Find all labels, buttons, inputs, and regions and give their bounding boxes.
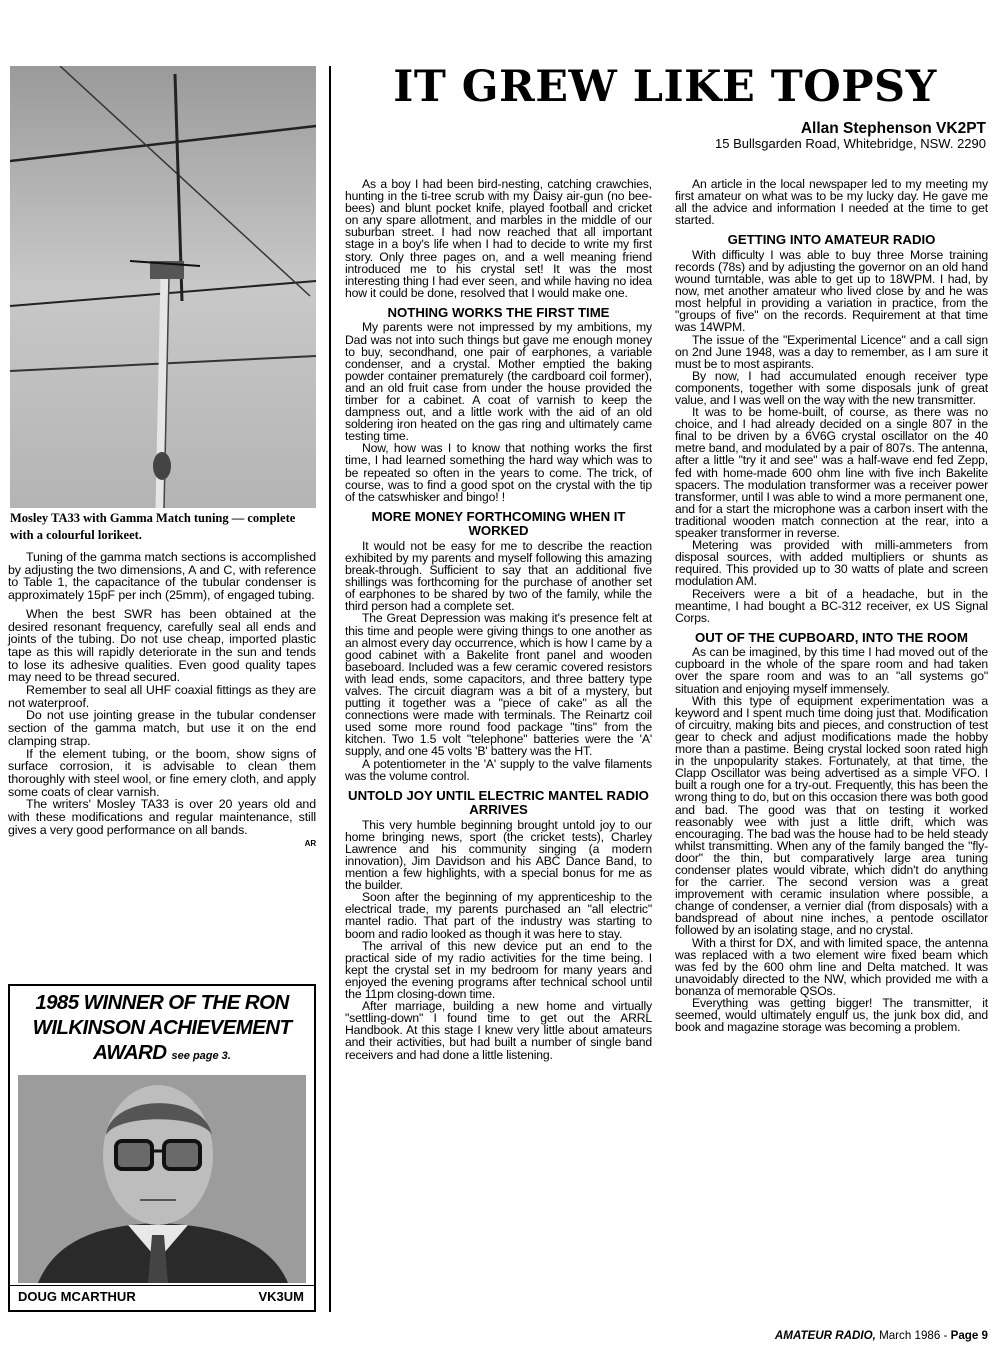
section-heading: NOTHING WORKS THE FIRST TIME: [387, 304, 610, 320]
award-title: [10, 990, 314, 1069]
paragraph: As can be imagined, by this time I had moved out of the cupboard in the whole of the spare room and had taken over the spare room and was to an "all systems go" situation and enjoying myself immensely.: [675, 645, 988, 696]
paragraph: It would not be easy for me to describe the reaction exhibited by my parents and myself following this amazing break-through. Sufficient to say that an additional five shillings was forthcoming for the purchase of another set of earphones to be shared by two of the family, while the third person had a complete set.: [345, 538, 652, 614]
award-portrait: [18, 1075, 306, 1283]
photo-caption: Mosley TA33 with Gamma Match tuning — complete with a colourful lorikeet.: [10, 511, 296, 542]
award-winner-callsign: VK3UM: [258, 1289, 304, 1304]
middle-column: [345, 178, 652, 1061]
paragraph: It was to be home-built, of course, as there was no choice, and I had already decided on a single 807 in the final to be driven by a 6V6G crystal oscillator on the 40 metre band, and modulated by a pair of 807s. The antenna, after a little "try it and see" was a half-wave end fed Zepp, fed with home-made 600 ohm line with five inch Bakelite spacers. The modulation transformer was a receiver power transformer, until I was able to wind a more permanent one, and for a start the microphone was a carbon insert with the traditional wooden match connection at the rear, into a speaker transformer in reverse.: [675, 405, 988, 541]
award-title-text: 1985 WINNER OF THE RON WILKINSON ACHIEVEMENT AWARD: [32, 991, 292, 1064]
page-footer: [775, 1329, 988, 1342]
article-headline: IT GREW LIKE TOPSY: [393, 62, 937, 112]
left-column-body: [8, 551, 316, 851]
paragraph: Soon after the beginning of my apprenticeship to the electrical trade, my parents purchased an "all electric" mantel radio. That part of the industry was starting to boom and radio looked as though it was here to stay.: [345, 890, 652, 941]
paragraph: A potentiometer in the 'A' supply to the valve filaments was the volume control.: [345, 756, 652, 783]
paragraph: My parents were not impressed by my ambitions, my Dad was not into such things but gave me enough money to buy, secondhand, one pair of earphones, a variable condenser, and a crystal. Mother emptied the baking powder container prematurely (the cardboard coil former), and an old fruit case from under the house provided the timber for a cabinet. A coat of varnish to keep the dampness out, and a little work with the aid of an old soldering iron heated on the gas ring and ultimately came testing time.: [345, 320, 652, 444]
paragraph: The Great Depression was making it's presence felt at this time and people were giving things to one another as an almost every day occurrence, which is how I came by a good cabinet with a Bakelite front panel and wooden baseboard. Included was a few ceramic covered resistors with lead ends, some capacitors, and three battery type valves. The circuit diagram was a bit of a mystery, but putting it together was a "piece of cake" as all the connections were made with terminals. The Reinartz coil used some more round food package "tins" from the kitchen. Two 1.5 volt "telephone" batteries were the 'A' supply, and one 45 volts 'B' battery was the HT.: [345, 611, 652, 759]
paragraph: Everything was getting bigger! The transmitter, it seemed, would ultimately engulf us, the junk box did, and book and magazine storage was becoming a problem.: [675, 996, 988, 1035]
paragraph: This very humble beginning brought untold joy to our home bringing news, sport (the cricket tests), Charley Lawrence and his community singing (a modern innovation), Jim Davidson and his ABC Dance Band, to mention a few highlights, with a special bonus for me as the builder.: [345, 817, 652, 893]
section-heading: MORE MONEY FORTHCOMING WHEN IT WORKED: [371, 508, 626, 539]
article-author: Allan Stephenson VK2PT: [800, 120, 986, 137]
author-address: 15 Bullsgarden Road, Whitebridge, NSW. 2290: [715, 136, 986, 151]
paragraph: Do not use jointing grease in the tubular condenser section of the gamma match, but use it on the end clamping strap.: [8, 708, 316, 748]
page-number: Page 9: [950, 1329, 988, 1342]
paragraph: By now, I had accumulated enough receiver type components, together with some disposals junk of great value, and I was well on the way with the new transmitter.: [675, 368, 988, 407]
paragraph: An article in the local newspaper led to my meeting my first amateur on what was to be my lucky day. He gave me all the advice and information I needed at the time to get started.: [675, 177, 988, 228]
section-heading: OUT OF THE CUPBOARD, INTO THE ROOM: [694, 629, 969, 645]
award-box: [8, 984, 316, 1312]
section-heading: GETTING INTO AMATEUR RADIO: [727, 232, 936, 248]
paragraph: As a boy I had been bird-nesting, catching crawchies, hunting in the ti-tree scrub with my Daisy air-gun (no bee-bees) and blunt pocket knife, played football and cricket on any spare allotment, and marbles in the middle of our suburban street. I had now reached that all important stage in a boy's life when I had to decide to write my first story. Only three pages on, and a well meaning friend introduced me to his crystal set! It was the most interesting thing I had ever seen, and while having no idea how it could be done, resolved that I would make one.: [345, 177, 652, 300]
issue-date: March 1986 -: [879, 1329, 948, 1342]
article-end-mark: AR: [304, 839, 316, 849]
award-winner-name: DOUG MCARTHUR: [18, 1289, 136, 1304]
antenna-photo: [10, 66, 316, 508]
paragraph: Tuning of the gamma match sections is accomplished by adjusting the two dimensions, A and C, with reference to Table 1, the capacitance of the tubular condenser is approximately 15pF per inch (25mm), of engaged tubing.: [8, 550, 316, 603]
paragraph: With difficulty I was able to buy three Morse training records (78s) and by adjusting the governor on an old hand wound turntable, was able to get up to 18WPM. I had, by now, met another amateur who lived close by and he was most helpful in providing a variation in practice, from the "groups of five" on the records. Requirement at that time was 14WPM.: [675, 247, 988, 335]
paragraph: With this type of equipment experimentation was a keyword and I spent much time doing just that. Modification of circuitry, making bits and pieces, and construction of test gear to check and adjust modifications made the hobby more than a pastime. Being crystal locked soon rated high in the unpopularity stakes. Fortunately, at that time, the Clapp Oscillator was being advertised as a simple VFO. I built a rough one for a try-out. Frequently, this has been the wrong thing to do, but on this occasion there was both good and bad. The good was that on testing it worked reasonably wee with just a little drift, which was encouraging. The bad was the house had to be held steady whilst transmitting. When any of the family banged the "fly-door" the thin, but comparatively large area tuning condenser plates would vibrate, which didn't do anything for the carrier. The second version was a great improvement with ceramic insulation where possible, a change of condenser, a vernier dial (from disposals) with a bandspread of about nine inches, a pentode oscillator followed by an isolating stage, and no crystal.: [675, 693, 988, 938]
magazine-name: AMATEUR RADIO,: [774, 1329, 876, 1342]
right-column: [675, 178, 988, 1033]
award-see-page: see page 3.: [171, 1050, 231, 1062]
paragraph: Remember to seal all UHF coaxial fittings as they are not waterproof.: [8, 683, 316, 710]
paragraph: The arrival of this new device put an end to the practical side of my radio activities for the time being. I kept the crystal set in my bedroom for many years and enjoyed the evening programs after technical school until the 11pm closing-down time.: [345, 938, 652, 1002]
paragraph: The writers' Mosley TA33 is over 20 years old and with these modifications and regular maintenance, still gives a very good performance on all bands.: [8, 797, 316, 837]
paragraph: The issue of the "Experimental Licence" and a call sign on 2nd June 1948, was a day to remember, as I am sure it must be to most aspirants.: [675, 332, 988, 371]
column-divider: [329, 66, 331, 1312]
paragraph: Metering was provided with milli-ammeters from disposal sources, with added multipliers or shunts as required. This provided up to 30 watts of plate and screen modulation AM.: [675, 538, 988, 589]
award-divider: [10, 1285, 314, 1286]
paragraph: After marriage, building a new home and virtually "settling-down" I found time to get out the ARRL Handbook. At this stage I knew very little about amateurs and their activities, but had built a number of single band receivers and had done a little listening.: [345, 999, 652, 1062]
paragraph: If the element tubing, or the boom, show signs of surface corrosion, it is advisable to clean them thoroughly with steel wool, or fine emery cloth, and apply some coats of clear varnish.: [8, 746, 316, 799]
paragraph: With a thirst for DX, and with limited space, the antenna was replaced with a two element wire fixed beam which was fed by the 600 ohm line and Delta matched. It was unavoidably directed to the NW, which provided me with a bonanza of memorable QSOs.: [675, 935, 988, 998]
paragraph: Now, how was I to know that nothing works the first time, I had learned something the hard way which was to be repeated so often in the years to come. The trick, of course, was to find a good spot on the crystal with the tip of the catswhisker and bingo! !: [345, 441, 652, 504]
section-heading: UNTOLD JOY UNTIL ELECTRIC MANTEL RADIO ARRIVES: [348, 787, 649, 818]
paragraph: When the best SWR has been obtained at the desired resonant frequency, carefully seal all ends and joints of the tubing. Do not use cheap, imported plastic tape as this will rapidly deteriorate in the sun and tends to lose its adhesive qualities. Even good quality tapes may need to be thread secured.: [8, 606, 316, 685]
paragraph: Receivers were a bit of a headache, but in the meantime, I had bought a BC-312 receiver, ex US Signal Corps.: [675, 586, 988, 625]
